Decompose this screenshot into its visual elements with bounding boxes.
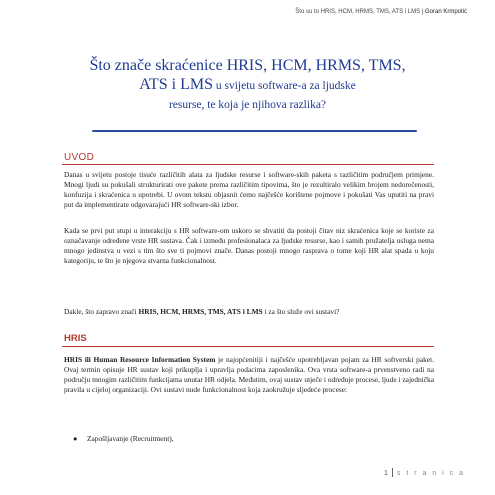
running-header [295,9,467,15]
page-word: s t r a n i c a [396,470,465,477]
list-item [73,434,174,444]
title-divider [92,130,417,132]
uvod-paragraph-3 [64,307,434,317]
document-title [40,56,455,115]
hris-paragraph-rest: je najopćenitiji i najčešće upotrebljavan pojam za HR softverski paket. Ovaj termin opisuje HR sustav koji prikuplja i upravlja podacima zaposlenika. Ova vrsta software-a prvenstveno radi na području mnogim različitim funkcijama unutar HR odjela. Međutim, ovaj sustav utječe i određuje procese, ljude i zajednička pravila u cijeloj organizaciji. Ovi sustavi nude funkcionalnost koja zaokružuje sljedeće procese: [64,355,434,394]
running-header-title: Što su to HRIS, HCM, HRMS, TMS, ATS i LMS | [295,9,425,15]
section-heading-hris: HRIS [64,333,87,344]
title-line-3: resurse, te koja je njihova razlika? [168,99,327,111]
section-divider-uvod [62,164,434,165]
title-line-1: Što znače skraćenice HRIS, HCM, HRMS, TMS, [89,57,406,74]
list-item-text: Zapošljavanje (Recruitment), [87,434,174,443]
uvod-paragraph-2: Kada se prvi put stupi u interakciju s HR software-om uskoro se shvatiti da postoji čitav niz skraćenica koje se koriste za označavanje određene vrste HR sustava. Čak i između profesionalaca za ljudske resurse, kao i samih pružatelja usluga nema mnogo jedinstva u vezi s tim što sve ti pojmovi znače. Danas postoji mnogo rasprava o tome koji HR alat spada u koju kategoriju, te što je njegova stvarna funkcionalnost. [64,226,434,265]
title-line-2-small: u svijetu software-a za ljudske [213,80,356,92]
footer-divider [392,468,393,477]
page-footer [384,468,465,477]
section-heading-uvod: UVOD [64,152,95,163]
title-line-2-big: ATS i LMS [139,76,214,93]
uvod-paragraph-1: Danas u svijetu postoje tisuće različitih alata za ljudske resurse i software-skih paketa s različitim područjem primjene. Mnogi ljudi su pokušali strukturirati ove pakete prema različitim tipovima, što je rezultiralo velikim brojem nedorečenosti, konfuzija i skraćenica u upotrebi. U ovom tekstu objasnit ćemo najčešće korištene pojmove i pokušati Vas uputiti na pravi put da implementirate odgovarajući HR software-ski izbor. [64,170,434,209]
p3-after: i za što služe ovi sustavi? [262,307,340,316]
p3-bold: HRIS, HCM, HRMS, TMS, ATS i LMS [138,307,263,316]
bullet-icon: ● [73,434,78,443]
section-divider-hris [62,346,434,347]
p3-before: Dakle, što zapravo znači [64,307,139,316]
running-header-author: Goran Krmpotić [424,9,467,15]
hris-paragraph [64,355,434,395]
hris-paragraph-bold: HRIS ili Human Resource Information System [64,355,216,364]
title-line-2 [40,75,455,96]
page-number: 1 [383,470,388,477]
